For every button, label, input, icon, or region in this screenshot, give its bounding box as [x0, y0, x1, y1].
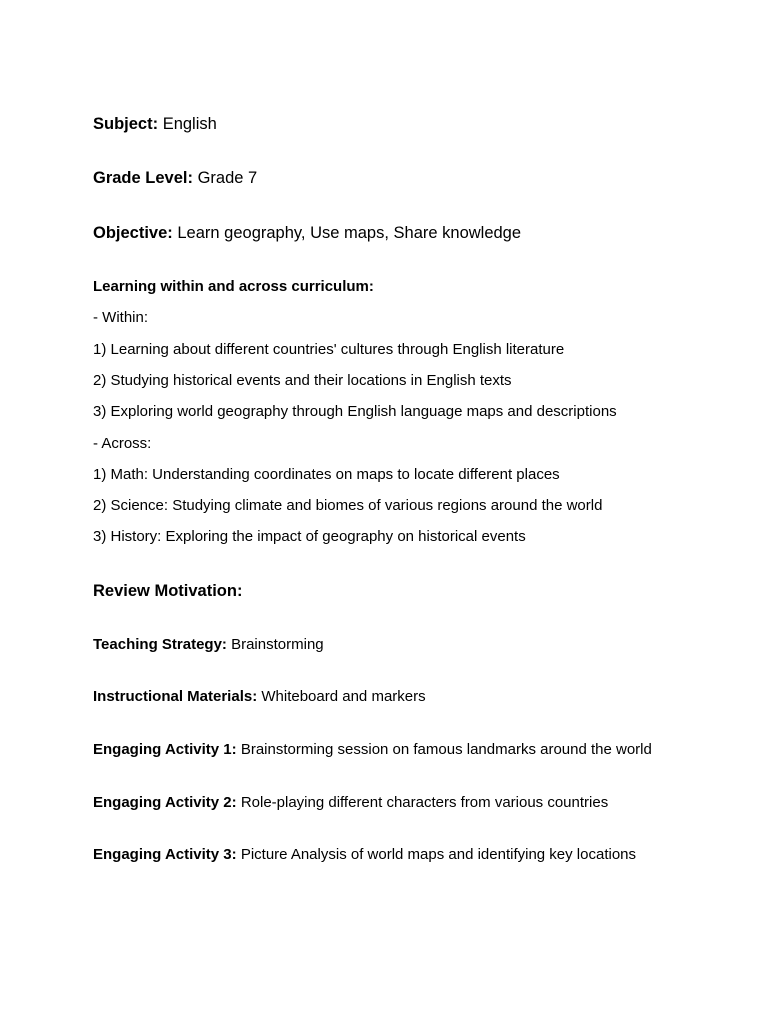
grade-level-label: Grade Level: [93, 169, 193, 187]
subject-line [93, 116, 217, 133]
engaging-activity-2-line [93, 795, 608, 810]
across-item-2: 2) Science: Studying climate and biomes of various regions around the world [93, 497, 603, 514]
subject-value: English [162, 115, 217, 133]
engaging-activity-2-value: Role-playing different characters from various countries [240, 794, 609, 811]
within-item-2: 2) Studying historical events and their locations in English texts [93, 372, 512, 389]
across-item-1: 1) Math: Understanding coordinates on maps to locate different places [93, 466, 560, 483]
review-motivation-heading: Review Motivation: [93, 582, 243, 600]
curriculum-heading: Learning within and across curriculum: [93, 278, 374, 295]
grade-level-value: Grade 7 [197, 169, 258, 187]
objective-label: Objective: [93, 224, 173, 242]
within-item-3: 3) Exploring world geography through English language maps and descriptions [93, 403, 617, 420]
engaging-activity-3-label: Engaging Activity 3: [93, 846, 237, 863]
instructional-materials-label: Instructional Materials: [93, 688, 258, 705]
teaching-strategy-label: Teaching Strategy: [93, 636, 227, 653]
teaching-strategy-line [93, 637, 324, 652]
engaging-activity-1-label: Engaging Activity 1: [93, 741, 237, 758]
engaging-activity-1-value: Brainstorming session on famous landmarks around the world [240, 741, 652, 758]
instructional-materials-value: Whiteboard and markers [261, 688, 426, 705]
within-label: - Within: [93, 309, 149, 326]
teaching-strategy-value: Brainstorming [231, 636, 324, 653]
grade-level-line [93, 170, 257, 187]
instructional-materials-line [93, 689, 426, 704]
within-item-1: 1) Learning about different countries' cultures through English literature [93, 341, 565, 358]
across-item-3: 3) History: Exploring the impact of geography on historical events [93, 528, 526, 545]
objective-value: Learn geography, Use maps, Share knowledge [177, 224, 522, 242]
subject-label: Subject: [93, 115, 159, 133]
objective-line [93, 225, 521, 242]
across-label: - Across: [93, 435, 152, 452]
engaging-activity-2-label: Engaging Activity 2: [93, 794, 237, 811]
engaging-activity-3-value: Picture Analysis of world maps and identifying key locations [240, 846, 637, 863]
engaging-activity-1-line [93, 742, 652, 757]
engaging-activity-3-line [93, 847, 636, 862]
